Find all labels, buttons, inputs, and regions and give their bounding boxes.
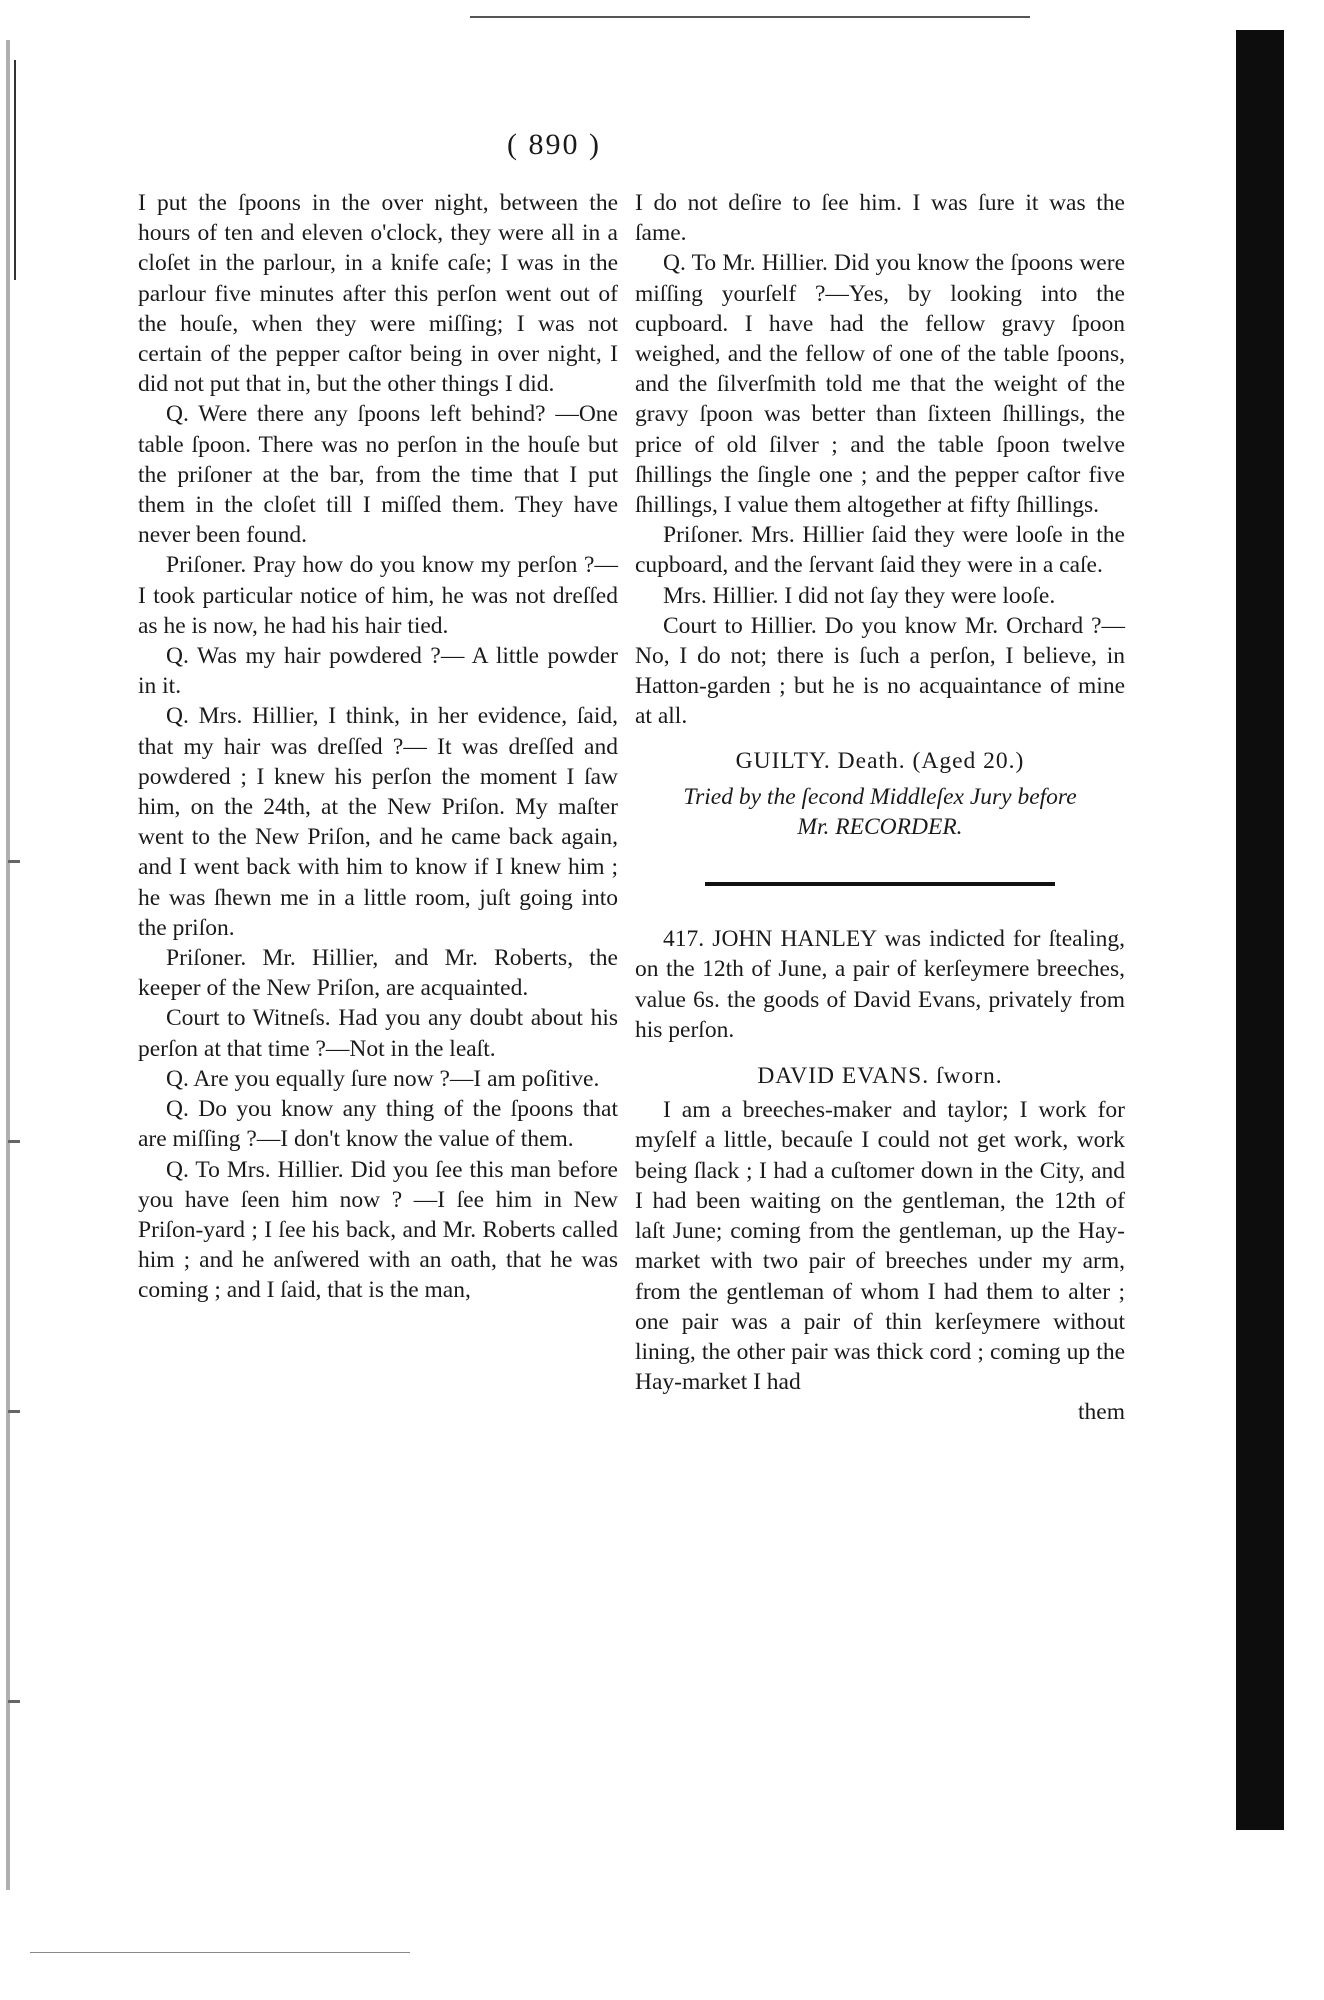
- paragraph: Q. Was my hair powdered ?— A little powder in it.: [138, 643, 618, 700]
- scan-edge-left-dark: [14, 60, 16, 280]
- verdict: GUILTY. Death. (Aged 20.): [735, 747, 1025, 774]
- jury-line: Tried by the ſecond Middleſex Jury before: [683, 783, 1077, 810]
- paragraph: Q. To Mrs. Hillier. Did you ſee this man before you have ſeen him now ? —I ſee him in New Priſon-yard ; I ſee his back, and Mr. Roberts called him ; and he anſwered with an oath, that he was coming ; and I ſaid, that is the man,: [138, 1156, 618, 1304]
- paragraph: Court to Witneſs. Had you any doubt about his perſon at that time ?—Not in the leaſt.: [138, 1005, 618, 1062]
- page-number-wrap: [0, 128, 1324, 162]
- paragraph: Mrs. Hillier. I did not ſay they were looſe.: [663, 582, 1056, 609]
- jury-line-recorder: Mr. RECORDER.: [797, 814, 963, 841]
- paragraph: Q. Are you equally ſure now ?—I am poſitive.: [166, 1065, 600, 1092]
- paragraph: Q. Were there any ſpoons left behind? —One table ſpoon. There was no perſon in the houſe but the priſoner at the bar, from the time that I put them in the cloſet till I miſſed them. They have never been found.: [138, 401, 618, 549]
- scan-bottom-rule: [30, 1952, 410, 1953]
- scan-mark: [8, 1410, 20, 1413]
- testimony: I am a breeches-maker and taylor; I work for myſelf a little, becauſe I could not get work, work being ſlack ; I had a cuſtomer down in the City, and I had been waiting on the gentleman, the 12th of laſt June; coming from the gentleman, up the Hay-market with two pair of breeches under my arm, from the gentleman of whom I had them to alter ; one pair was a pair of thin kerſeymere without lining, the other pair was thick cord ; coming up the Hay-market I had: [635, 1097, 1125, 1396]
- left-column: [138, 188, 618, 1306]
- paragraph: I do not deſire to ſee him. I was ſure it was the ſame.: [635, 190, 1125, 247]
- scan-top-rule: [470, 16, 1030, 18]
- scan-mark: [8, 860, 20, 863]
- catchword: them: [1078, 1399, 1125, 1426]
- paragraph: Priſoner. Mrs. Hillier ſaid they were looſe in the cupboard, and the ſervant ſaid they were in a caſe.: [635, 522, 1125, 579]
- paragraph: Priſoner. Mr. Hillier, and Mr. Roberts, the keeper of the New Priſon, are acquainted.: [138, 945, 618, 1002]
- scan-edge-right: [1236, 30, 1284, 1830]
- indictment: 417. JOHN HANLEY was indicted for ſtealing, on the 12th of June, a pair of kerſeymere breeches, value 6s. the goods of David Evans, privately from his perſon.: [635, 926, 1125, 1043]
- scan-mark: [8, 1140, 20, 1143]
- paragraph: Q. To Mr. Hillier. Did you know the ſpoons were miſſing yourſelf ?—Yes, by looking into the cupboard. I have had the fellow gravy ſpoon weighed, and the fellow of one of the table ſpoons, and the ſilverſmith told me that the weight of the gravy ſpoon was better than ſixteen ſhillings, the price of old ſilver ; and the table ſpoon twelve ſhillings the ſingle one ; and the pepper caſtor five ſhillings, I value them altogether at fifty ſhillings.: [635, 250, 1125, 519]
- scan-mark: [8, 1700, 20, 1703]
- paragraph: Q. Mrs. Hillier, I think, in her evidence, ſaid, that my hair was dreſſed ?— It was dreſſed and powdered ; I knew his perſon the moment I ſaw him, on the 24th, at the New Priſon. My maſter went to the New Priſon, and he came back again, and I went back with him to know if I knew him ; he was ſhewn me in a little room, juſt going into the priſon.: [138, 703, 618, 941]
- paragraph: Q. Do you know any thing of the ſpoons that are miſſing ?—I don't know the value of them.: [138, 1096, 618, 1153]
- scan-edge-left: [6, 40, 10, 1890]
- page-number: ( 890 ): [507, 128, 601, 161]
- right-column: [635, 188, 1125, 1428]
- witness-heading: DAVID EVANS. ſworn.: [757, 1063, 1003, 1090]
- paragraph: Court to Hillier. Do you know Mr. Orchard ?—No, I do not; there is ſuch a perſon, I believe, in Hatton-garden ; but he is no acquaintance of mine at all.: [635, 612, 1125, 730]
- paragraph: I put the ſpoons in the over night, between the hours of ten and eleven o'clock, they were all in a cloſet in the parlour, in a knife caſe; I was in the parlour five minutes after this perſon went out of the houſe, when they were miſſing; I was not certain of the pepper caſtor being in over night, I did not put that in, but the other things I did.: [138, 190, 618, 398]
- paragraph: Priſoner. Pray how do you know my perſon ?—I took particular notice of him, he was not dreſſed as he is now, he had his hair tied.: [138, 552, 618, 639]
- section-divider: [705, 882, 1055, 886]
